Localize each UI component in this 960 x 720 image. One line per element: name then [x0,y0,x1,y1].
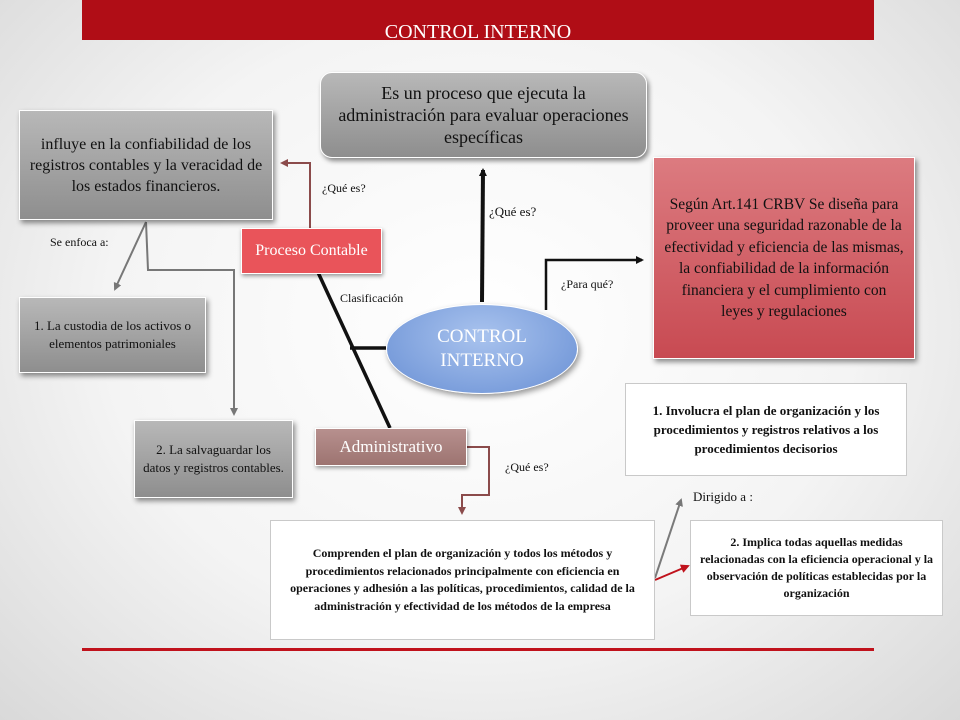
classification-accounting-node: Proceso Contable [241,228,382,274]
label-que-es-admin: ¿Qué es? [505,460,549,474]
purpose-box: Según Art.141 CRBV Se diseña para proveer una seguridad razonable de la efectividad y eficiencia de las mismas, la confiabilidad de la información financiera y el cumplimiento con leyes y regulaciones [653,157,915,359]
connector-proceso-influence [282,163,310,228]
label-se-enfoca: Se enfoca a: [50,235,109,249]
connector-influence-focus-1 [115,222,146,289]
page-title: CONTROL INTERNO [384,21,572,43]
admin-definition-box: Comprenden el plan de organización y todos los métodos y procedimientos relacionados principalmente con eficiencia en operaciones y adhesión a las políticas, procedimientos, calidad de la administración y efectividad de los métodos de la empresa [270,520,655,640]
directed-item-1: 1. Involucra el plan de organización y los procedimientos y registros relativos a los procedimientos decisorios [625,383,907,476]
definition-box: Es un proceso que ejecuta la administración para evaluar operaciones específicas [320,72,647,158]
bottom-divider [82,648,874,651]
central-node-label: CONTROL INTERNO [437,326,527,371]
classification-administrative-node: Administrativo [315,428,467,466]
connector-center-definition [482,170,483,302]
label-dirigido: Dirigido a : [693,489,753,504]
focus-item-safeguard: 2. La salvaguardar los datos y registros contables. [134,420,293,498]
directed-item-2: 2. Implica todas aquellas medidas relacionadas con la eficiencia operacional y la observación de políticas establecidas por la organización [690,520,943,616]
central-node [386,304,578,394]
focus-item-custody: 1. La custodia de los activos o elementos patrimoniales [19,297,206,373]
connector-directed-2 [655,566,688,580]
influence-box: influye en la confiabilidad de los registros contables y la veracidad de los estados financieros. [19,110,273,220]
label-que-es-left: ¿Qué es? [322,181,366,195]
label-para-que: ¿Para qué? [561,277,614,291]
label-clasificacion: Clasificación [340,291,404,305]
connector-directed-1 [655,500,681,578]
label-que-es-top: ¿Qué es? [489,204,537,219]
